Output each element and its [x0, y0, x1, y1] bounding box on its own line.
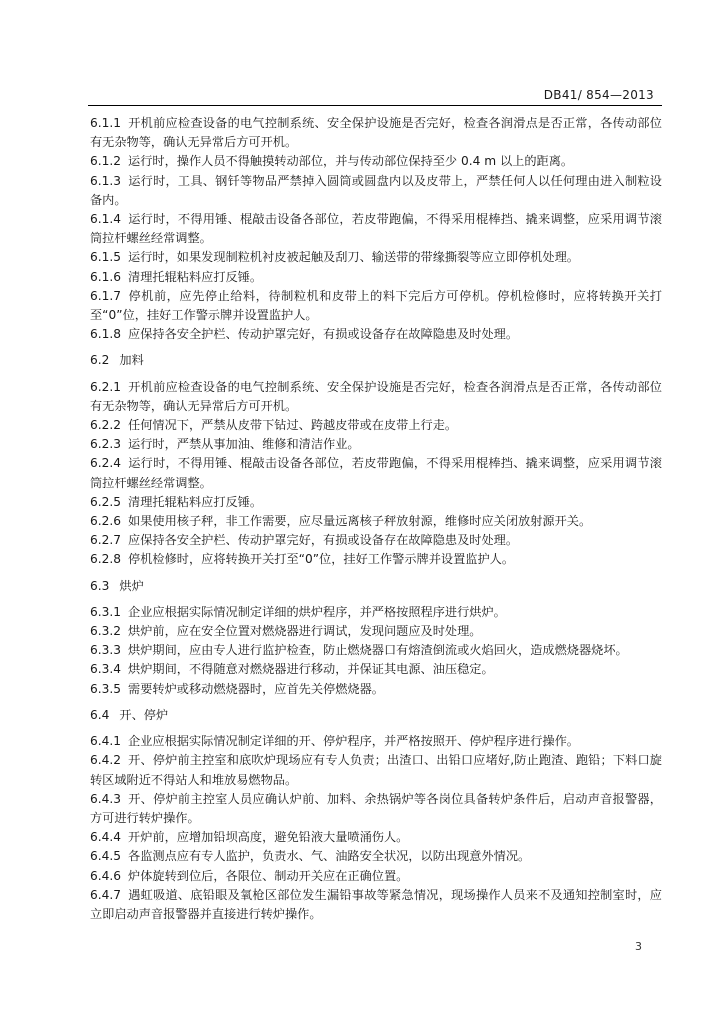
clause-text: 运行时，操作人员不得触摸转动部位，并与传动部位保持至少 0.4 m 以上的距离。	[128, 154, 574, 169]
clause-paragraph	[90, 828, 662, 847]
clause-number: 6.1.8	[90, 327, 122, 342]
clause-paragraph	[90, 172, 662, 210]
clause-number: 6.4	[90, 707, 110, 722]
clause-number: 6.1.2	[90, 154, 122, 169]
clause-number: 6.1.3	[90, 173, 122, 188]
clause-paragraph	[90, 493, 662, 512]
header-divider	[88, 105, 662, 106]
clause-paragraph	[90, 210, 662, 248]
clause-number: 6.3.1	[90, 604, 122, 619]
page-number: 3	[635, 940, 642, 953]
clause-paragraph	[90, 268, 662, 287]
clause-number: 6.4.4	[90, 830, 122, 845]
clause-number: 6.2.6	[90, 514, 122, 529]
clause-text: 企业应根据实际情况制定详细的开、停炉程序，并严格按照开、停炉程序进行操作。	[128, 734, 579, 749]
clause-text: 烘炉前，应在安全位置对燃烧器进行调试，发现问题应及时处理。	[128, 624, 482, 639]
clause-text: 清理托辊粘料应打反锤。	[128, 494, 263, 509]
section-heading	[90, 344, 662, 377]
document-code: DB41/ 854—2013	[543, 88, 654, 102]
clause-paragraph	[90, 660, 662, 679]
clause-paragraph	[90, 287, 662, 325]
clause-number: 6.1.6	[90, 269, 122, 284]
clause-number: 6.2.5	[90, 494, 122, 509]
clause-number: 6.3.3	[90, 643, 122, 658]
clause-paragraph	[90, 886, 662, 924]
clause-text: 如果使用核子秤，非工作需要，应尽量远离核子秤放射源，维修时应关闭放射源开关。	[128, 514, 592, 529]
clause-paragraph	[90, 152, 662, 171]
clause-paragraph	[90, 531, 662, 550]
clause-number: 6.2.7	[90, 533, 122, 548]
clause-paragraph	[90, 680, 662, 699]
clause-text: 烘炉期间，不得随意对燃烧器进行移动，并保证其电源、油压稳定。	[128, 662, 494, 677]
clause-text: 应保持各安全护栏、传动护罩完好，有损或设备存在故障隐患及时处理。	[128, 327, 519, 342]
clause-text: 运行时，如果发现制粒机衬皮被起触及刮刀、输送带的带缘撕裂等应立即停机处理。	[128, 250, 579, 265]
clause-text: 停机前，应先停止给料，待制粒机和皮带上的料下完后方可停机。停机检修时，应将转换开关打至“0”位，挂好工作警示牌并设置监护人。	[90, 288, 662, 323]
clause-text: 烘炉期间，应由专人进行监护检查，防止燃烧器口有熔渣倒流或火焰回火，造成燃烧器烧坏。	[128, 643, 628, 658]
clause-paragraph	[90, 114, 662, 152]
clause-number: 6.1.1	[90, 116, 122, 130]
clause-paragraph	[90, 416, 662, 435]
clause-text: 运行时，不得用锤、棍敲击设备各部位，若皮带跑偏，不得采用棍棒挡、撬来调整，应采用调节滚筒拉杆螺丝经常调整。	[90, 212, 662, 246]
clause-paragraph	[90, 248, 662, 267]
clause-paragraph	[90, 550, 662, 569]
section-heading	[90, 570, 662, 603]
clause-text: 应保持各安全护栏、传动护罩完好，有损或设备存在故障隐患及时处理。	[128, 533, 519, 548]
clause-paragraph	[90, 732, 662, 751]
clause-text: 停机检修时，应将转换开关打至“0”位，挂好工作警示牌并设置监护人。	[128, 552, 515, 567]
clause-paragraph	[90, 603, 662, 622]
clause-number: 6.1.7	[90, 288, 122, 303]
clause-number: 6.1.4	[90, 212, 122, 227]
clause-number: 6.2.3	[90, 437, 122, 452]
clause-text: 企业应根据实际情况制定详细的烘炉程序，并严格按照程序进行烘炉。	[128, 604, 506, 619]
document-body	[90, 114, 662, 924]
clause-text: 炉体旋转到位后，各限位、制动开关应在正确位置。	[128, 868, 409, 883]
clause-text: 遇虹吸道、底铅眼及氧枪区部位发生漏铅事故等紧急情况，现场操作人员来不及通知控制室时，应立即启动声音报警器并直接进行转炉操作。	[90, 887, 662, 921]
clause-number: 6.1.5	[90, 250, 122, 265]
clause-paragraph	[90, 454, 662, 492]
clause-number: 6.3.2	[90, 624, 122, 639]
clause-text: 各监测点应有专人监护，负责水、气、油路安全状况，以防出现意外情况。	[128, 849, 531, 864]
clause-number: 6.3.4	[90, 662, 122, 677]
clause-number: 6.2.4	[90, 456, 122, 471]
clause-paragraph	[90, 867, 662, 886]
clause-number: 6.2.1	[90, 379, 122, 394]
clause-number: 6.2	[90, 353, 110, 368]
clause-text: 开、停炉前主控室人员应确认炉前、加料、余热锅炉等各岗位具备转炉条件后，启动声音报警器，方可进行转炉操作。	[90, 791, 662, 825]
clause-number: 6.2.2	[90, 418, 122, 433]
section-heading	[90, 699, 662, 732]
clause-text: 需要转炉或移动燃烧器时，应首先关停燃烧器。	[128, 681, 384, 696]
clause-text: 开、停炉前主控室和底吹炉现场应有专人负责；出渣口、出铅口应堵好,防止跑渣、跑铅；下料口旋转区域附近不得站人和堆放易燃物品。	[90, 753, 662, 787]
clause-number: 6.3	[90, 578, 110, 593]
clause-number: 6.3.5	[90, 681, 122, 696]
clause-number: 6.4.6	[90, 868, 122, 883]
heading-text: 开、停炉	[119, 707, 169, 722]
heading-text: 加料	[119, 353, 144, 368]
clause-number: 6.4.3	[90, 791, 122, 806]
clause-paragraph	[90, 435, 662, 454]
clause-number: 6.2.8	[90, 552, 122, 567]
clause-paragraph	[90, 751, 662, 789]
clause-paragraph	[90, 512, 662, 531]
clause-text: 运行时，严禁从事加油、维修和清洁作业。	[128, 437, 360, 452]
clause-text: 清理托辊粘料应打反锤。	[128, 269, 263, 284]
heading-text: 烘炉	[119, 578, 144, 593]
clause-number: 6.4.1	[90, 734, 122, 749]
clause-text: 运行时，工具、钢钎等物品严禁掉入圆筒或圆盘内以及皮带上，严禁任何人以任何理由进入制粒设备内。	[90, 173, 662, 207]
clause-text: 开炉前，应增加铅坝高度，避免铅液大量喷涌伤人。	[128, 830, 409, 845]
clause-paragraph	[90, 641, 662, 660]
clause-number: 6.4.5	[90, 849, 122, 864]
clause-text: 运行时，不得用锤、棍敲击设备各部位，若皮带跑偏，不得采用棍棒挡、撬来调整，应采用调节滚筒拉杆螺丝经常调整。	[90, 456, 662, 490]
clause-paragraph	[90, 622, 662, 641]
clause-paragraph	[90, 378, 662, 416]
clause-paragraph	[90, 325, 662, 344]
clause-number: 6.4.7	[90, 887, 122, 902]
clause-paragraph	[90, 790, 662, 828]
clause-text: 开机前应检查设备的电气控制系统、安全保护设施是否完好，检查各润滑点是否正常，各传动部位有无杂物等，确认无异常后方可开机。	[90, 379, 662, 413]
clause-paragraph	[90, 847, 662, 866]
clause-text: 开机前应检查设备的电气控制系统、安全保护设施是否完好，检查各润滑点是否正常，各传动部位有无杂物等，确认无异常后方可开机。	[90, 116, 662, 150]
clause-number: 6.4.2	[90, 753, 122, 768]
clause-text: 任何情况下，严禁从皮带下钻过、跨越皮带或在皮带上行走。	[128, 418, 458, 433]
